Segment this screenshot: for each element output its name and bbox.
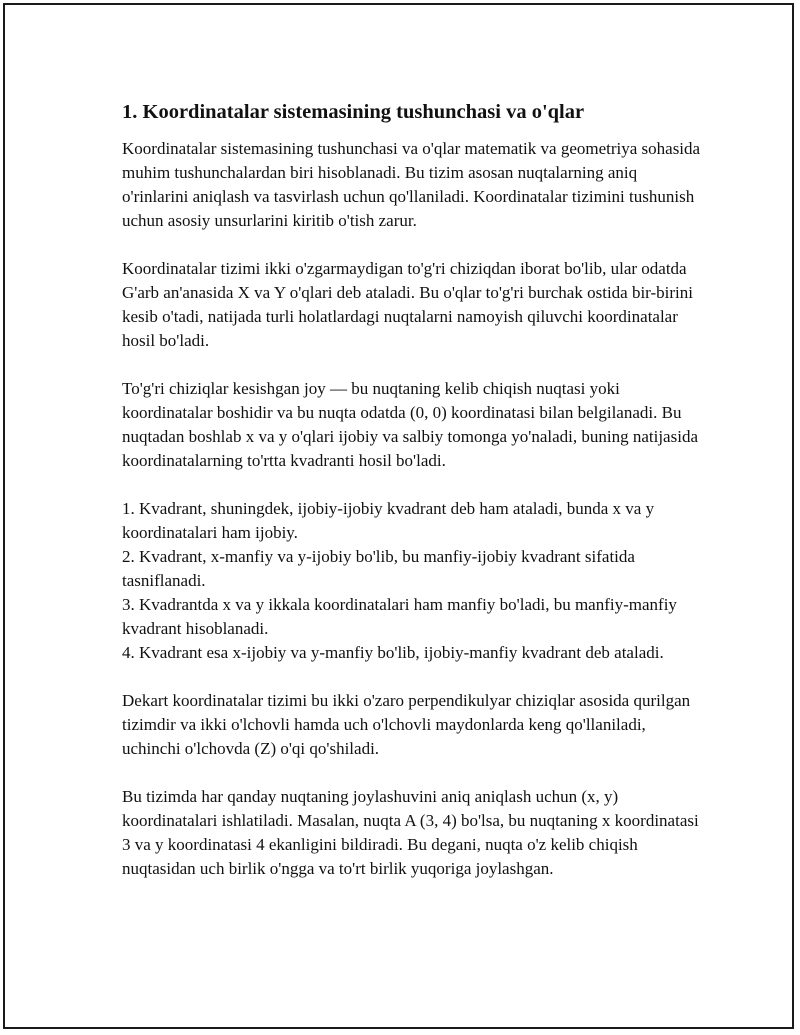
section-title: 1. Koordinatalar sistemasining tushunchasi va o'qlar — [122, 101, 585, 123]
paragraph-axes: Koordinatalar tizimi ikki o'zgarmaydigan to'g'ri chiziqdan iborat bo'lib, ular odatda G'arb an'anasida X va Y o'qlari deb ataladi. Bu o'qlar to'g'ri burchak ostida bir-birini kesib o'tadi, natijada turli holatlardagi nuqtalarni namoyish qiluvchi koordinatalar hosil bo'ladi. — [122, 259, 693, 350]
list-item: 1. Kvadrant, shuningdek, ijobiy-ijobiy kvadrant deb ham ataladi, bunda x va y koordinatalari ham ijobiy. — [122, 499, 655, 542]
page-frame — [3, 3, 794, 1029]
list-item: 3. Kvadrantda x va y ikkala koordinatalari ham manfiy bo'ladi, bu manfiy-manfiy kvadrant hisoblanadi. — [122, 595, 677, 638]
paragraph-example: Bu tizimda har qanday nuqtaning joylashuvini aniq aniqlash uchun (x, y) koordinatalari ishlatiladi. Masalan, nuqta A (3, 4) bo'lsa, bu nuqtaning x koordinatasi 3 va y koordinatasi 4 ekanligini bildiradi. Bu degani, nuqta o'z kelib chiqish nuqtasidan uch birlik o'ngga va to'rt birlik yuqoriga joylashgan. — [122, 787, 699, 878]
list-item: 2. Kvadrant, x-manfiy va y-ijobiy bo'lib, bu manfiy-ijobiy kvadrant sifatida tasniflanadi. — [122, 547, 635, 590]
paragraph-origin: To'g'ri chiziqlar kesishgan joy — bu nuqtaning kelib chiqish nuqtasi yoki koordinatalar boshidir va bu nuqta odatda (0, 0) koordinatasi bilan belgilanadi. Bu nuqtadan boshlab x va y o'qlari ijobiy va salbiy tomonga yo'naladi, buning natijasida koordinatalarning to'rtta kvadranti hosil bo'ladi. — [122, 379, 698, 470]
paragraph-cartesian: Dekart koordinatalar tizimi bu ikki o'zaro perpendikulyar chiziqlar asosida qurilgan tizimdir va ikki o'lchovli hamda uch o'lchovli maydonlarda keng qo'llaniladi, uchinchi o'lchovda (Z) o'qi qo'shiladi. — [122, 691, 691, 758]
quadrant-list — [122, 497, 702, 665]
list-item: 4. Kvadrant esa x-ijobiy va y-manfiy bo'lib, ijobiy-manfiy kvadrant deb ataladi. — [122, 643, 664, 662]
paragraph-intro: Koordinatalar sistemasining tushunchasi va o'qlar matematik va geometriya sohasida muhim tushunchalardan biri hisoblanadi. Bu tizim asosan nuqtalarning aniq o'rinlarini aniqlash va tasvirlash uchun qo'llaniladi. Koordinatalar tizimini tushunish uchun asosiy unsurlarini kiritib o'tish zarur. — [122, 139, 701, 230]
document-body — [122, 97, 702, 881]
